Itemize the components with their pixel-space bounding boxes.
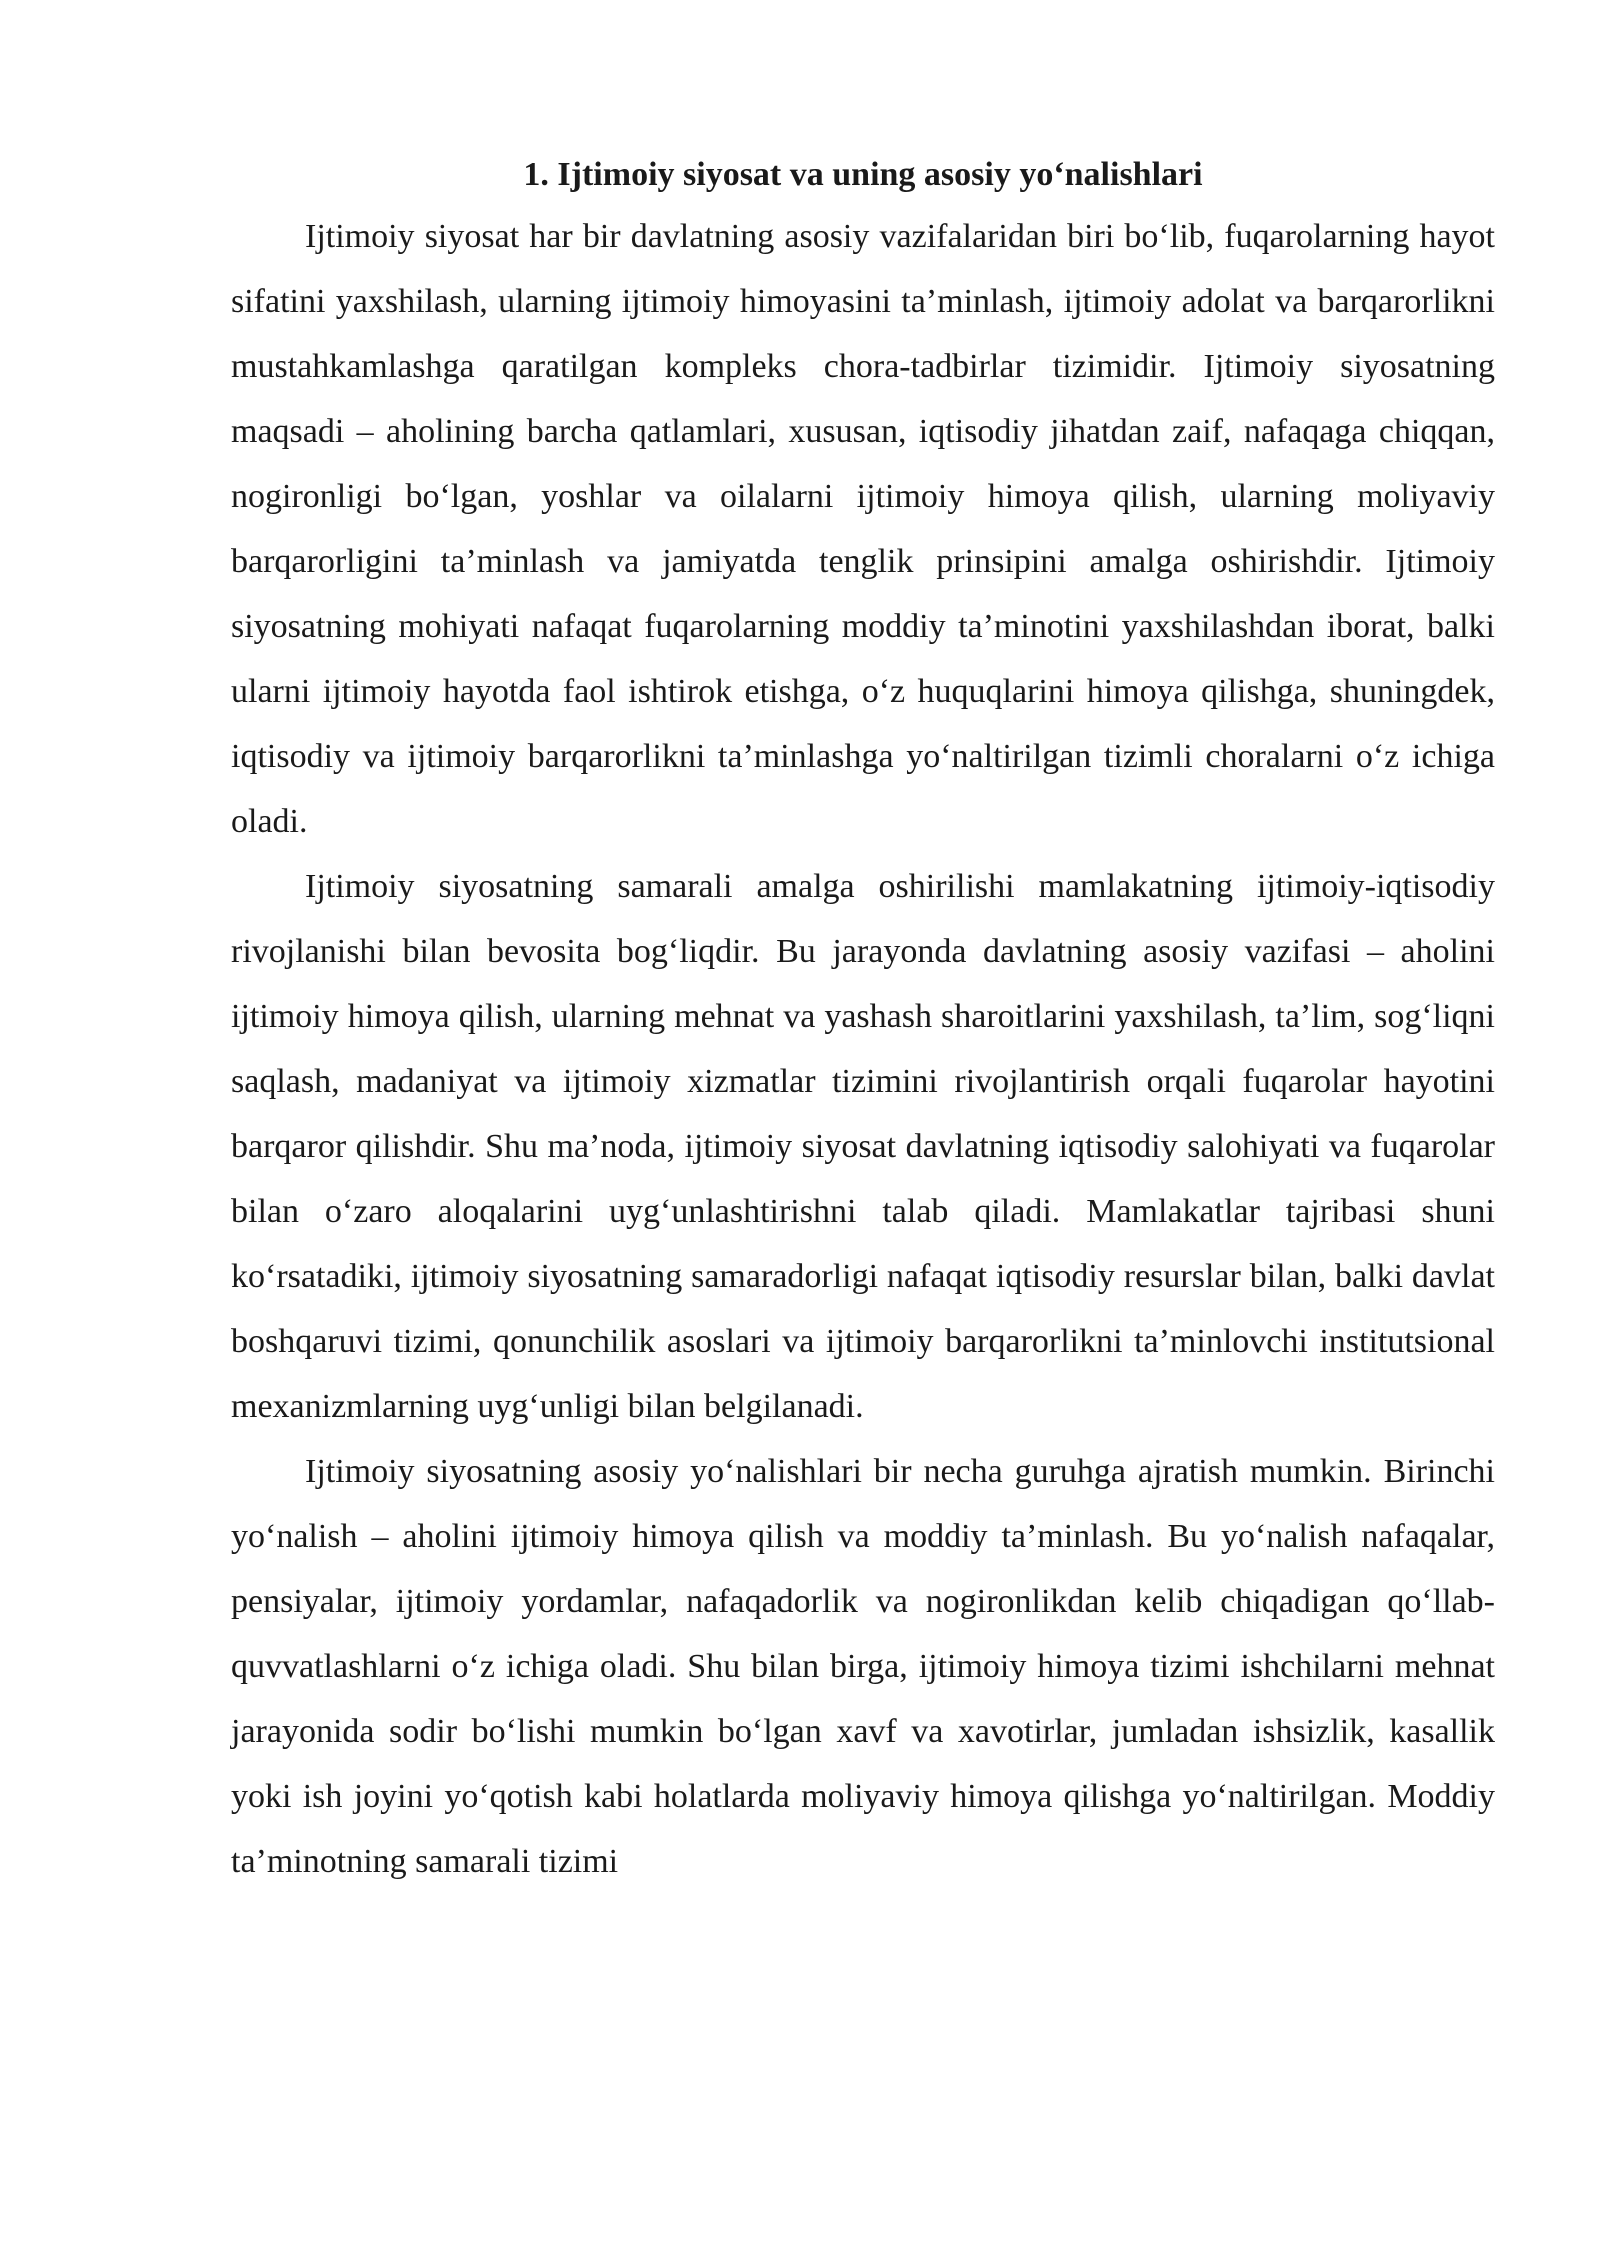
paragraph-3: Ijtimoiy siyosatning asosiy yo‘nalishlari bir necha guruhga ajratish mumkin. Birinchi yo‘nalish – aholini ijtimoiy himoya qilish va moddiy ta’minlash. Bu yo‘nalish nafaqalar, pensiyalar, ijtimoiy yordamlar, nafaqadorlik va nogironlikdan kelib chiqadigan qo‘llab-quvvatlashlarni o‘z ichiga oladi. Shu bilan birga, ijtimoiy himoya tizimi ishchilarni mehnat jarayonida sodir bo‘lishi mumkin bo‘lgan xavf va xavotirlar, jumladan ishsizlik, kasallik yoki ish joyini yo‘qotish kabi holatlarda moliyaviy himoya qilishga yo‘naltirilgan. Moddiy ta’minotning samarali tizimi (231, 1453, 1495, 1880)
paragraph-2: Ijtimoiy siyosatning samarali amalga oshirilishi mamlakatning ijtimoiy-iqtisodiy rivojlanishi bilan bevosita bog‘liqdir. Bu jarayonda davlatning asosiy vazifasi – aholini ijtimoiy himoya qilish, ularning mehnat va yashash sharoitlarini yaxshilash, ta’lim, sog‘liqni saqlash, madaniyat va ijtimoiy xizmatlar tizimini rivojlantirish orqali fuqarolar hayotini barqaror qilishdir. Shu ma’noda, ijtimoiy siyosat davlatning iqtisodiy salohiyati va fuqarolar bilan o‘zaro aloqalarini uyg‘unlashtirishni talab qiladi. Mamlakatlar tajribasi shuni ko‘rsatadiki, ijtimoiy siyosatning samaradorligi nafaqat iqtisodiy resurslar bilan, balki davlat boshqaruvi tizimi, qonunchilik asoslari va ijtimoiy barqarorlikni ta’minlovchi institutsional mexanizmlarning uyg‘unligi bilan belgilanadi. (231, 868, 1495, 1425)
section-heading: 1. Ijtimoiy siyosat va uning asosiy yo‘nalishlari (523, 156, 1203, 193)
paragraph-1: Ijtimoiy siyosat har bir davlatning asosiy vazifalaridan biri bo‘lib, fuqarolarning hayot sifatini yaxshilash, ularning ijtimoiy himoyasini ta’minlash, ijtimoiy adolat va barqarorlikni mustahkamlashga qaratilgan kompleks chora-tadbirlar tizimidir. Ijtimoiy siyosatning maqsadi – aholining barcha qatlamlari, xususan, iqtisodiy jihatdan zaif, nafaqaga chiqqan, nogironligi bo‘lgan, yoshlar va oilalarni ijtimoiy himoya qilish, ularning moliyaviy barqarorligini ta’minlash va jamiyatda tenglik prinsipini amalga oshirishdir. Ijtimoiy siyosatning mohiyati nafaqat fuqarolarning moddiy ta’minotini yaxshilashdan iborat, balki ularni ijtimoiy hayotda faol ishtirok etishga, o‘z huquqlarini himoya qilishga, shuningdek, iqtisodiy va ijtimoiy barqarorlikni ta’minlashga yo‘naltirilgan tizimli choralarni o‘z ichiga oladi. (231, 218, 1495, 840)
document-page (231, 150, 1495, 1894)
